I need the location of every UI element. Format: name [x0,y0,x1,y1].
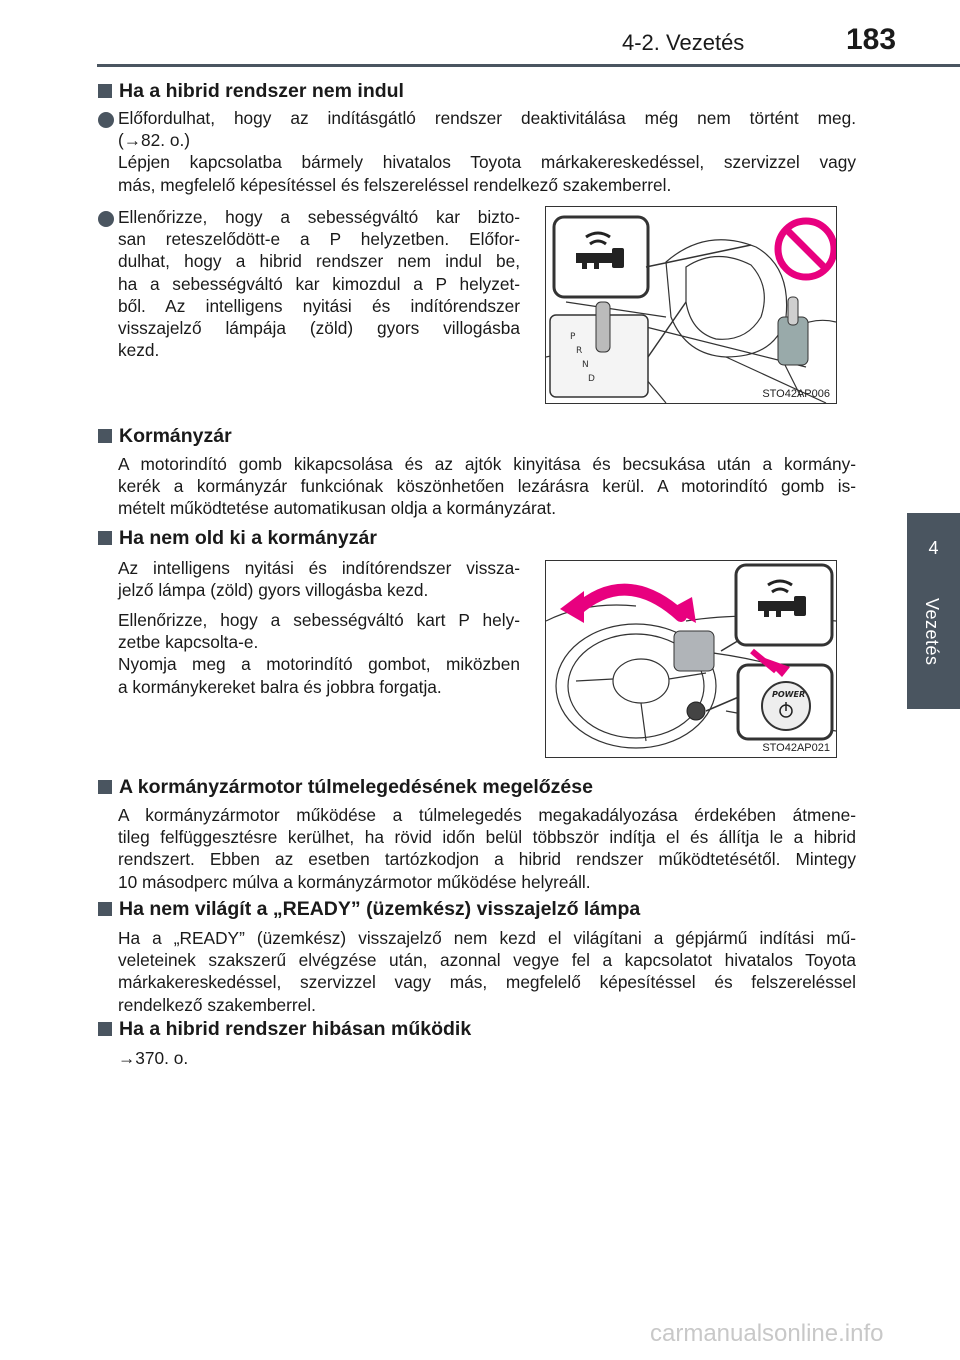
round-bullet-icon [98,211,114,227]
figure-shift-lever [545,206,837,404]
square-bullet-icon [98,531,112,545]
chapter-side-tab [907,513,960,709]
text-line: san reteszelődött-e a P helyzetben. Előfor- [118,229,520,250]
text-line: visszajelző lámpája (zöld) gyors villogásba [118,318,520,339]
text-line: Ellenőrizze, hogy a sebességváltó kar bizto- [118,207,520,227]
side-tab-number: 4 [928,538,939,558]
round-bullet-icon [98,112,114,128]
text-line: kezd. [118,340,160,361]
text-line: →370. o. [118,1048,189,1068]
text-line: veleteinek szakszerű elvégzése után, azonnal vegye fel a kapcsolatot hivatalos Toyota [118,950,856,971]
paragraph [118,107,856,196]
text-line: tileg felfüggesztésre kerülhet, ha rövid időn belül többször indítja el és állítja le a hibrid [118,827,856,848]
shift-lever-illustration [546,207,836,403]
section-heading-text: Ha a hibrid rendszer nem indul [119,80,404,102]
text-line: (→82. o.) [118,130,191,151]
square-bullet-icon [98,84,112,98]
text-line: A kormányzármotor működése a túlmelegedés megakadályozása érdekében átmene- [118,805,856,825]
section-heading-text: A kormányzármotor túlmelegedésének megelőzése [119,776,593,798]
header-rule [97,64,960,67]
section-heading [98,1018,471,1041]
paragraph [118,557,520,601]
section-heading [98,80,404,103]
figure-steering-lock [545,560,837,758]
section-heading-text: Ha a hibrid rendszer hibásan működik [119,1018,472,1040]
text-line: 10 másodperc múlva a kormányzármotor működése helyreáll. [118,871,591,892]
square-bullet-icon [98,902,112,916]
section-heading-text: Ha nem old ki a kormányzár [119,527,377,549]
section-heading-text: Kormányzár [119,425,232,447]
side-tab-label: Vezetés [922,598,942,666]
steering-lock-illustration [546,561,836,757]
text-line: ha a sebességváltó kar kimozdul a P helyzet- [118,273,520,294]
section-heading [98,776,593,799]
text-line: kerék a kormányzár funkciónak köszönhetően lezárásra kerül. A motorindító gomb is- [118,476,856,497]
paragraph [118,804,856,893]
figure-code: STO42AP006 [762,388,830,400]
page-number: 183 [846,23,897,56]
watermark: carmanualsonline.info [650,1320,884,1347]
rotation-arrow-icon [560,590,696,623]
paragraph [118,927,856,1016]
paragraph [118,609,520,698]
paragraph [118,206,520,361]
text-line: márkakereskedéssel, szervizzel vagy más, megfelelő képesítéssel és felszereléssel [118,972,856,993]
text-line: Nyomja meg a motorindító gombot, miközben [118,654,520,675]
power-button-icon [762,682,810,730]
svg-text:R: R [576,346,583,356]
text-line: jelző lámpa (zöld) gyors villogásba kezd. [118,580,429,601]
figure-code: STO42AP021 [762,742,830,754]
section-heading [98,527,377,550]
text-line: Lépjen kapcsolatba bármely hivatalos Toyota márkakereskedéssel, szervizzel vagy [118,152,856,173]
square-bullet-icon [98,429,112,443]
text-line: rendelkező szakemberrel. [118,994,316,1015]
paragraph [118,453,856,520]
power-button-label: POWER [772,690,806,699]
text-line: a kormánykereket balra és jobbra forgatja. [118,676,442,697]
text-line: Az intelligens nyitási és indítórendszer vissza- [118,558,520,578]
prohibited-sign-icon [778,221,834,277]
text-line: dulhat, hogy a hibrid rendszer nem indul be, [118,251,520,272]
text-line: rendszert. Ebben az esetben tartózkodjon a hibrid rendszer működtetésétől. Mintegy [118,849,856,870]
text-line: Előfordulhat, hogy az indításgátló rendszer deaktivitálása még nem történt meg. [118,108,856,128]
section-heading [98,898,640,921]
text-line: Ha a „READY” (üzemkész) visszajelző nem kezd el világítani a gépjármű indítási mű- [118,928,856,948]
svg-text:N: N [582,360,589,370]
section-heading-text: Ha nem világít a „READY” (üzemkész) visszajelző lámpa [119,898,641,920]
text-line: mételt működtetése automatikusan oldja a kormányzárat. [118,498,557,519]
text-line: A motorindító gomb kikapcsolása és az ajtók kinyitása és becsukása után a kormány- [118,454,856,474]
svg-text:P: P [570,332,576,342]
text-line: zetbe kapcsolta-e. [118,632,259,653]
square-bullet-icon [98,780,112,794]
text-line: más, megfelelő képesítéssel és felszereléssel rendelkező szakemberrel. [118,174,672,195]
text-line: Ellenőrizze, hogy a sebességváltó kart P hely- [118,610,520,630]
chapter-title: 4-2. Vezetés [622,30,745,55]
svg-text:D: D [588,374,595,384]
section-heading [98,425,232,448]
square-bullet-icon [98,1022,112,1036]
page-reference [118,1047,418,1069]
text-line: ből. Az intelligens nyitási és indítórendszer [118,295,520,316]
